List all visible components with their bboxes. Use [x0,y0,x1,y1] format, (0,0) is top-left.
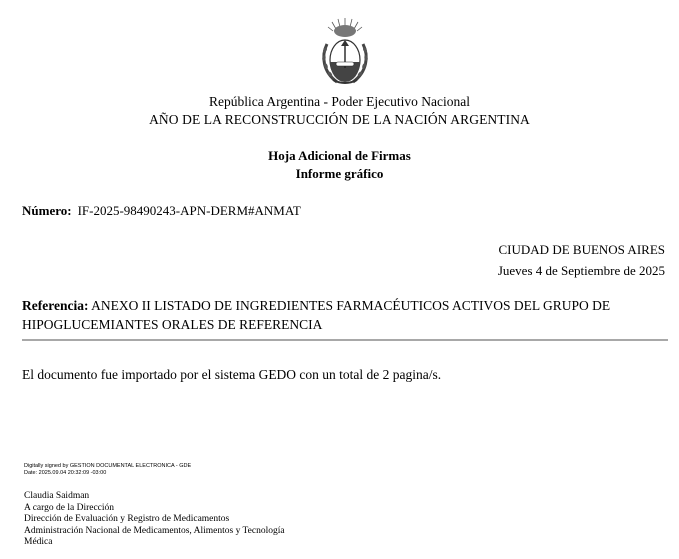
government-header-line: República Argentina - Poder Ejecutivo Nacional [208,94,471,109]
document-number-value: IF-2025-98490243-APN-DERM#ANMAT [77,203,301,218]
signer-name: Claudia Saidman [24,491,90,501]
signer-role: A cargo de la Dirección [24,502,115,513]
signer-agency-line1: Administración Nacional de Medicamentos, Alimentos y Tecnología [24,525,285,536]
coat-of-arms-seal [319,16,371,88]
document-subtitle: Informe gráfico [295,166,384,181]
reference [22,296,662,334]
signer-agency-line2: Médica [24,537,53,547]
import-notice: El documento fue importado por el sistema GEDO con un total de 2 pagina/s. [22,367,442,382]
separator-rule [22,339,668,341]
document-date: Jueves 4 de Septiembre de 2025 [497,263,665,278]
year-motto-line: AÑO DE LA RECONSTRUCCIÓN DE LA NACIÓN ARGENTINA [149,112,530,127]
reference-value: ANEXO II LISTADO DE INGREDIENTES FARMACÉUTICOS ACTIVOS DEL GRUPO DE HIPOGLUCEMIANTES ORALES DE REFERENCIA [22,298,611,332]
reference-label: Referencia: [22,298,89,313]
signer-department: Dirección de Evaluación y Registro de Medicamentos [24,514,230,524]
digital-signature-date: Date: 2025.09.04 20:32:09 -03:00 [24,469,107,476]
signer-block [24,491,285,549]
document-number [22,203,301,219]
digital-signature-signer: Digitally signed by GESTION DOCUMENTAL ELECTRONICA - GDE [24,463,192,469]
digital-signature-stamp [24,463,191,476]
document-title: Hoja Adicional de Firmas [268,148,411,163]
document-number-label: Número: [22,203,72,218]
city: CIUDAD DE BUENOS AIRES [498,242,665,257]
